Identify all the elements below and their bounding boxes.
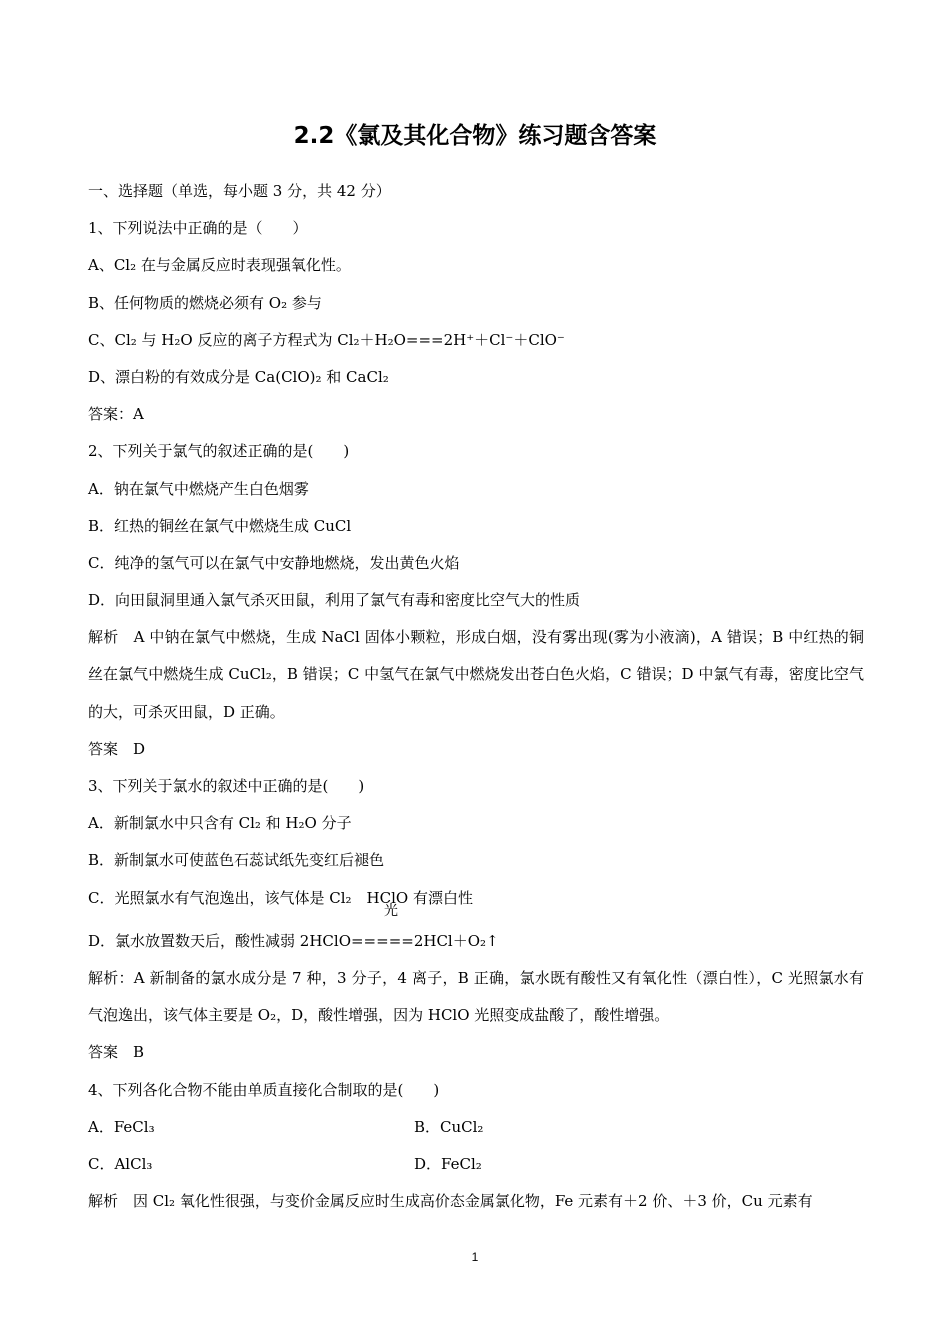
q2-option-d: D．向田鼠洞里通入氯气杀灭田鼠，利用了氯气有毒和密度比空气大的性质	[88, 591, 581, 610]
q4-stem: 4、下列各化合物不能由单质直接化合制取的是( )	[88, 1080, 440, 1099]
q3-answer: 答案 B	[88, 1043, 145, 1062]
q4-analysis: 解析 因 Cl₂ 氧化性很强，与变价金属反应时生成高价态金属氯化物，Fe 元素有＋2 价、＋3 价，Cu 元素有	[88, 1192, 813, 1211]
q1-stem: 1、下列说法中正确的是（ ）	[88, 219, 308, 238]
q4-options-row-2	[88, 1146, 864, 1183]
q4-option-d: D．FeCl₂	[414, 1154, 482, 1173]
q1-option-c: C、Cl₂ 与 H₂O 反应的离子方程式为 Cl₂＋H₂O===2H⁺＋Cl⁻＋ClO⁻	[88, 330, 565, 349]
q2-analysis: 解析 A 中钠在氯气中燃烧，生成 NaCl 固体小颗粒，形成白烟，没有雾出现(雾为小液滴)，A 错误；B 中红热的铜丝在氯气中燃烧生成 CuCl₂，B 错误；C 中氢气在氯气中燃烧发出苍白色火焰，C 错误；D 中氯气有毒，密度比空气的大，可杀灭田鼠，D 正确。	[88, 628, 864, 721]
page-title: 2.2《氯及其化合物》练习题含答案	[293, 123, 657, 149]
q4-option-a: A．FeCl₃	[88, 1117, 155, 1136]
q4-option-b: B．CuCl₂	[414, 1117, 484, 1136]
q3-option-c: C．光照氯水有气泡逸出，该气体是 Cl₂ HClO 有漂白性	[88, 888, 473, 907]
q3-option-d: D．氯水放置数天后，酸性减弱 2HClO=====2HCl＋O₂↑	[88, 931, 499, 950]
reaction-condition-label: 光	[384, 902, 398, 919]
q1-option-d: D、漂白粉的有效成分是 Ca(ClO)₂ 和 CaCl₂	[88, 367, 389, 386]
page-number: 1	[471, 1250, 479, 1264]
q2-answer: 答案 D	[88, 739, 146, 758]
q2-option-b: B．红热的铜丝在氯气中燃烧生成 CuCl	[88, 516, 352, 535]
section-heading: 一、选择题（单选，每小题 3 分，共 42 分）	[88, 182, 391, 200]
q3-option-a: A．新制氯水中只含有 Cl₂ 和 H₂O 分子	[88, 814, 352, 833]
q2-option-c: C．纯净的氢气可以在氯气中安静地燃烧，发出黄色火焰	[88, 553, 460, 572]
q4-option-c: C．AlCl₃	[88, 1154, 153, 1173]
q1-option-b: B、任何物质的燃烧必须有 O₂ 参与	[88, 293, 322, 312]
q3-option-d-row	[88, 902, 864, 960]
q2-option-a: A．钠在氯气中燃烧产生白色烟雾	[88, 479, 309, 498]
q1-answer: 答案：A	[88, 405, 144, 424]
q3-analysis: 解析：A 新制备的氯水成分是 7 种，3 分子，4 离子，B 正确，氯水既有酸性又有氧化性（漂白性），C 光照氯水有气泡逸出，该气体主要是 O₂，D，酸性增强，因为 HClO 光照变成盐酸了，酸性增强。	[88, 968, 864, 1025]
q3-stem: 3、下列关于氯水的叙述中正确的是( )	[88, 777, 365, 796]
q3-option-b: B．新制氯水可使蓝色石蕊试纸先变红后褪色	[88, 851, 385, 870]
q4-options-row-1	[88, 1109, 864, 1146]
q1-option-a: A、Cl₂ 在与金属反应时表现强氧化性。	[88, 256, 351, 275]
document-body	[88, 173, 864, 1220]
q2-stem: 2、下列关于氯气的叙述正确的是( )	[88, 442, 350, 461]
